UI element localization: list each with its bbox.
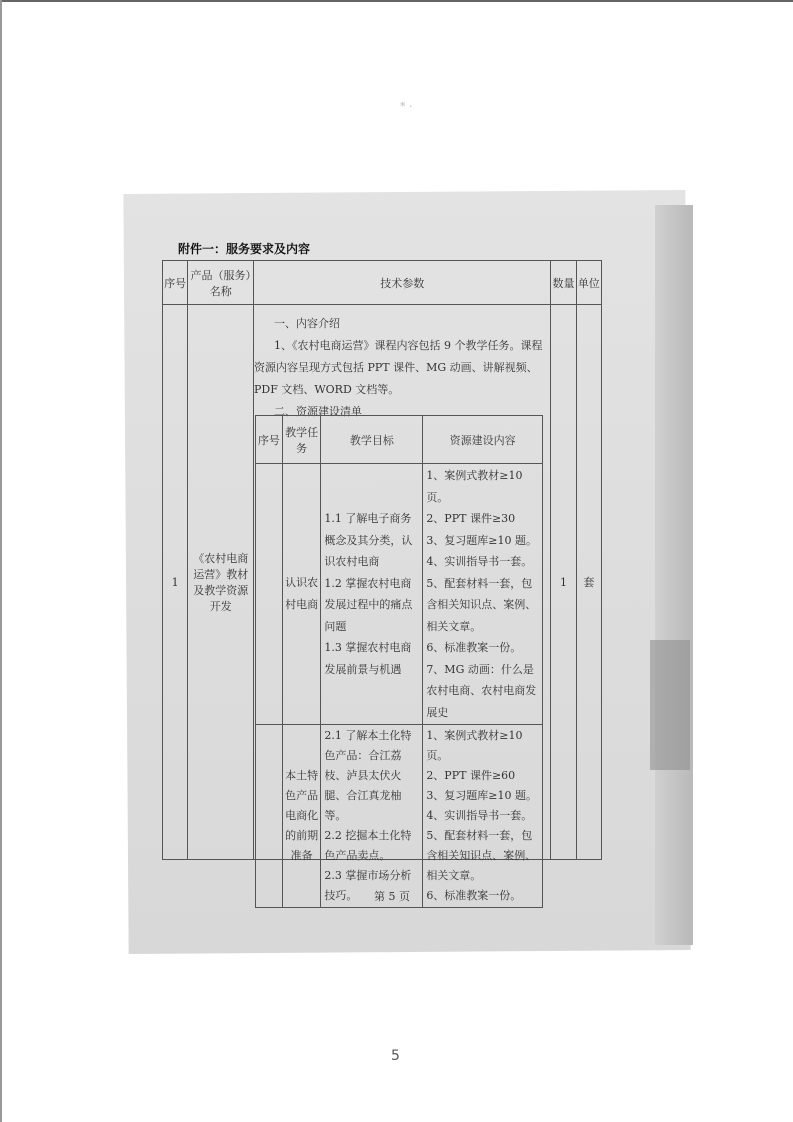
inner-header-task: 教学任务 xyxy=(282,416,321,464)
table-row xyxy=(256,725,543,908)
resource-item: 6、标准教案一份。 xyxy=(426,641,522,654)
row-index: 1 xyxy=(163,305,188,860)
inner-row-index xyxy=(256,464,283,725)
inner-row-goals xyxy=(321,725,423,908)
resource-item: 1、案例式教材≥10 页。 xyxy=(426,729,523,762)
goal-item: 1.3 掌握农村电商发展前景与机遇 xyxy=(324,641,412,676)
scan-dark-spot xyxy=(650,640,690,770)
row-product: 《农村电商运营》教材及教学资源开发 xyxy=(188,305,254,860)
goal-item: 1.1 了解电子商务概念及其分类，认识农村电商 xyxy=(324,512,413,568)
resource-item: 2、PPT 课件≥60 xyxy=(426,769,516,782)
resource-item: 5、配套材料一套，包含相关知识点、案例、相关文章。 xyxy=(426,576,537,633)
section2-heading: 二、资源建设清单 xyxy=(274,405,362,418)
attachment-title: 附件一：服务要求及内容 xyxy=(178,242,311,256)
inner-header-goal: 教学目标 xyxy=(321,416,423,464)
resource-item: 6、标准教案一份。 xyxy=(426,889,522,902)
intro-paragraph: 1、《农村电商运营》课程内容包括 9 个教学任务。课程资源内容呈现方式包括 PPT 课件、MG 动画、讲解视频、PDF 文档、WORD 文档等。 xyxy=(254,339,543,396)
page-number: 5 xyxy=(391,1048,400,1064)
inner-row-resources xyxy=(423,725,543,908)
scan-edge-shadow xyxy=(655,205,693,945)
row-unit: 套 xyxy=(576,305,601,860)
resource-item: 7、MG 动画：什么是农村电商、农村电商发展史 xyxy=(426,662,537,719)
resource-item: 5、配套材料一套，包含相关知识点、案例、相关文章。 xyxy=(426,829,537,882)
resource-item: 2、PPT 课件≥30 xyxy=(426,512,516,525)
header-unit: 单位 xyxy=(576,261,601,305)
inner-row-task: 本土特色产品电商化的前期准备 xyxy=(282,725,321,908)
scan-page-footer: 第 5 页 xyxy=(374,890,410,903)
intro-heading: 一、内容介绍 xyxy=(274,317,340,330)
inner-row-task: 认识农村电商 xyxy=(282,464,321,725)
goal-item: 2.3 掌握市场分析技巧。 xyxy=(324,869,412,902)
inner-row-resources xyxy=(423,464,543,725)
header-quantity: 数量 xyxy=(551,261,576,305)
goal-item: 2.2 挖掘本土化特色产品卖点。 xyxy=(324,829,412,862)
resource-table xyxy=(255,415,543,908)
goal-item: 2.1 了解本土化特色产品：合江荔枝、泸县太伏火腿、合江真龙柚等。 xyxy=(324,729,412,822)
inner-row-index xyxy=(256,725,283,908)
resource-item: 3、复习题库≥10 题。 xyxy=(426,789,538,802)
page-top-border xyxy=(0,0,793,2)
intro-section xyxy=(254,313,544,423)
goal-item: 1.2 掌握农村电商发展过程中的痛点问题 xyxy=(324,576,413,633)
faint-mark: * · xyxy=(400,100,413,113)
header-index: 序号 xyxy=(163,261,188,305)
page-left-border xyxy=(0,0,2,1122)
table-row xyxy=(256,464,543,725)
header-product: 产品（服务）名称 xyxy=(188,261,254,305)
row-quantity: 1 xyxy=(551,305,576,860)
resource-item: 3、复习题库≥10 题。 xyxy=(426,533,538,547)
header-tech-params: 技术参数 xyxy=(254,261,551,305)
inner-header-index: 序号 xyxy=(256,416,283,464)
resource-item: 4、实训指导书一套。 xyxy=(426,809,533,822)
inner-row-goals xyxy=(321,464,423,725)
resource-item: 4、实训指导书一套。 xyxy=(426,555,533,568)
inner-header-resources: 资源建设内容 xyxy=(423,416,543,464)
resource-item: 1、案例式教材≥10 页。 xyxy=(426,469,523,504)
